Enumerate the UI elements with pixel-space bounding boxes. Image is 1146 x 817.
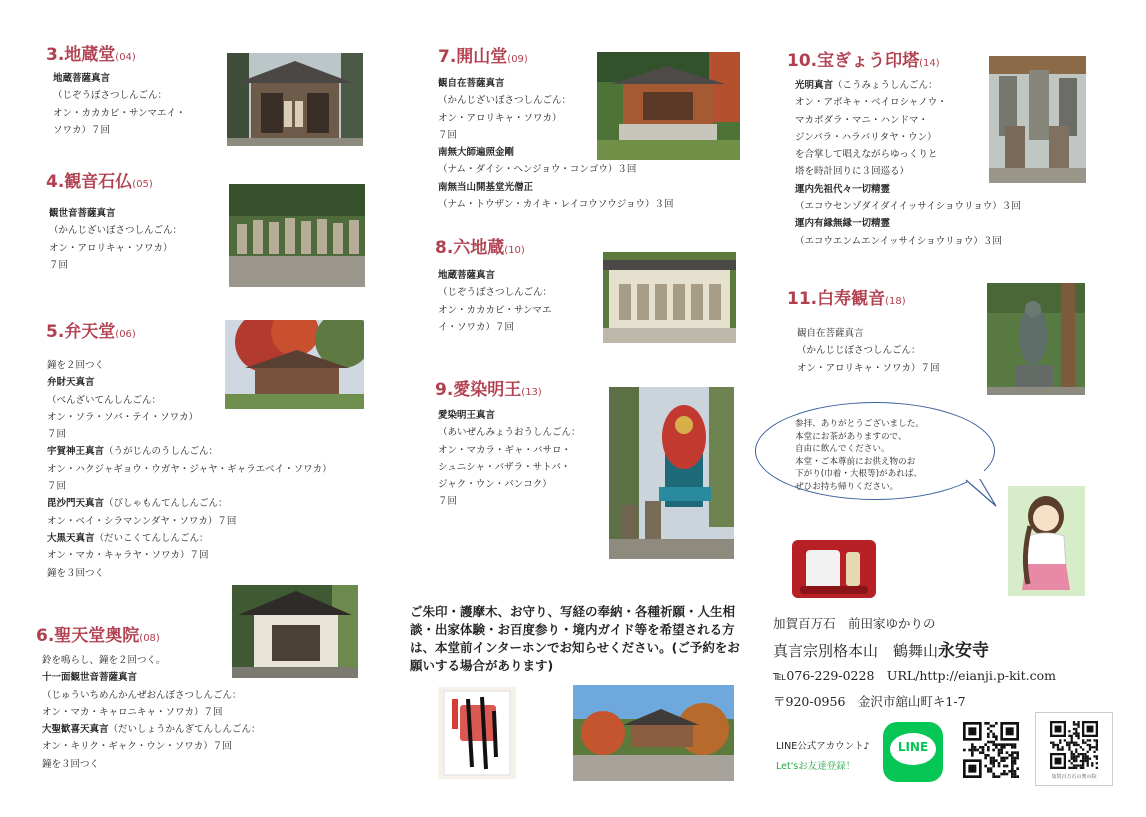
mantra-line: シュニシャ・バザラ・サトバ・ xyxy=(438,461,571,473)
line-friend-cta[interactable]: Let'sお友達登録！ xyxy=(776,761,856,772)
mantra-line: （じぞうぼさつしんごん： xyxy=(438,287,553,299)
shoten-okunoin-photo xyxy=(232,585,358,678)
mantra-line: ７回 xyxy=(47,429,67,441)
mantra-line: 毘沙門天真言（びしゃもんてんしんごん： xyxy=(47,498,228,510)
section-body-9 xyxy=(438,407,581,511)
mantra-line: オン・マカ・キャラヤ・ソワカ）７回 xyxy=(47,550,209,562)
section-title-7: 7.開山堂(09) xyxy=(438,47,528,67)
mantra-line: オン・ソラ・ソバ・テイ・ソワカ） xyxy=(47,411,199,423)
mantra-line: （かんじざいぼさつしんごん： xyxy=(49,225,183,237)
offering-photo xyxy=(792,540,876,598)
service-notice: ご朱印・護摩木、お守り、写経の奉納・各種祈願・人生相談・出家体験・お百度参り・境内ガイド等を希望される方は、本堂前インターホンでお知らせください。(ご予約をお願いする場合があります) xyxy=(410,604,740,673)
monk-illustration xyxy=(1008,486,1085,596)
contact-tel-url[interactable]: ℡076-229-0228 URL/http://eianji.p-kit.com xyxy=(773,668,1057,683)
mantra-line: オン・マカラ・ギャ・バサロ・ xyxy=(438,444,572,456)
mantra-line: オン・カカカビ・サンマエ xyxy=(438,304,552,316)
mantra-line: （べんざいてんしんごん： xyxy=(47,394,162,406)
mantra-line: （じぞうぼさつしんごん： xyxy=(53,90,168,102)
mantra-line: オン・アロリキャ・ソワカ）７回 xyxy=(797,362,940,374)
website-qr-code-icon[interactable] xyxy=(1050,721,1098,769)
line-logo-icon[interactable]: LINE xyxy=(883,722,943,782)
section-body-6 xyxy=(42,652,261,773)
contact-address: 〒920-0956 金沢市舘山町キ1-7 xyxy=(773,694,966,709)
mantra-line: オン・アロリキャ・ソワカ） xyxy=(49,242,173,254)
temple-name: 永安寺 xyxy=(938,641,990,661)
section-body-11 xyxy=(797,325,940,377)
mantra-line: ジンバラ・ハラバリタヤ・ウン） xyxy=(795,131,937,143)
hakuju-kannon-photo xyxy=(987,283,1085,395)
stone-kannon-photo xyxy=(229,184,365,287)
mantra-line: オン・アロリキャ・ソワカ） xyxy=(438,112,562,124)
mantra-line: 観自在菩薩真言 xyxy=(438,78,505,89)
mantra-line: 光明真言（こうみょうしんごん： xyxy=(795,80,938,91)
temple-sect: 真言宗別格本山 鶴舞山 xyxy=(773,642,939,660)
benten-hall-photo xyxy=(225,320,364,409)
section-body-8 xyxy=(438,267,552,336)
mantra-line: オン・アボキャ・ベイロシャノウ・ xyxy=(795,97,947,109)
goshuin-photo xyxy=(438,687,516,779)
mantra-line: （かんじざいぼさつしんごん： xyxy=(438,95,572,107)
mantra-line: （ナム・ダイシ・ヘンジョウ・コンゴウ）３回 xyxy=(438,164,637,176)
mantra-line: 塔を時計回りに３回巡る） xyxy=(795,166,910,178)
section-title-9: 9.愛染明王(13) xyxy=(435,380,542,400)
mantra-line: ７回 xyxy=(438,129,458,141)
mantra-line: 宇賀神王真言（うがじんのうしんごん： xyxy=(47,446,219,458)
section-title-5: 5.弁天堂(06) xyxy=(46,322,136,342)
mantra-line: ソワカ）７回 xyxy=(53,124,111,136)
mantra-line: 観世音菩薩真言 xyxy=(49,208,116,219)
mantra-line: 鐘を３回つく xyxy=(42,758,100,770)
section-title-6: 6.聖天堂奥院(08) xyxy=(36,626,160,646)
mantra-line: 運内先祖代々一切精霊 xyxy=(795,183,891,195)
bubble-tail-icon xyxy=(960,470,1000,510)
mantra-line: 観自在菩薩真言 xyxy=(797,328,864,339)
section-title-10: 10.宝ぎょう印塔(14) xyxy=(787,51,940,71)
line-account-label: LINE公式アカウント♪ xyxy=(776,741,870,752)
mantra-line: オン・キリク・ギャク・ウン・ソワカ）７回 xyxy=(42,741,232,753)
section-body-3 xyxy=(53,70,186,139)
jizo-hall-photo xyxy=(227,53,363,146)
mantra-line: オン・マカ・キャロニキャ・ソワカ）７回 xyxy=(42,706,223,718)
aizen-myoo-photo xyxy=(609,387,734,559)
mantra-line: （じゅういちめんかんぜおんぼさつしんごん： xyxy=(42,689,242,701)
mantra-line: 南無大師遍照金剛 xyxy=(438,147,515,159)
mantra-line: 愛染明王真言 xyxy=(438,410,496,421)
section-title-3: 3.地蔵堂(04) xyxy=(46,45,136,65)
mantra-line: （ナム・トウザン・カイキ・レイコウソウジョウ）３回 xyxy=(438,199,674,211)
qr-card xyxy=(1035,712,1113,786)
line-qr-code-icon[interactable] xyxy=(963,722,1019,778)
mantra-line: （あいぜんみょうおうしんごん： xyxy=(438,427,581,439)
mantra-line: 大聖歓喜天真言（だいしょうかんぎてんしんごん： xyxy=(42,724,261,736)
section-title-8: 8.六地蔵(10) xyxy=(435,238,525,258)
mantra-line: 大黒天真言（だいこくてんしんごん： xyxy=(47,532,209,544)
section-title-11: 11.白寿観音(18) xyxy=(787,289,906,309)
rokujizo-photo xyxy=(603,252,736,343)
temple-grounds-photo xyxy=(573,685,734,781)
mantra-line: ジャク・ウン・バンコク） xyxy=(438,479,552,491)
mantra-line: ７回 xyxy=(47,481,67,493)
mantra-line: オン・カカカビ・サンマエイ・ xyxy=(53,107,186,119)
mantra-line: オン・ハクジャギョウ・ウガヤ・ジャヤ・ギャラエベイ・ソワカ） xyxy=(47,463,332,475)
mantra-line: ７回 xyxy=(49,259,69,271)
mantra-line: オン・ベイ・シラマンンダヤ・ソワカ）７回 xyxy=(47,515,237,527)
mantra-line: （エコウエンムエンイッサイショウリョウ）３回 xyxy=(795,235,1002,247)
mantra-line: 鐘を２回つく xyxy=(47,360,105,371)
section-title-4: 4.観音石仏(05) xyxy=(46,172,153,192)
mantra-line: 地蔵菩薩真言 xyxy=(438,270,496,281)
contact-tagline: 加賀百万石 前田家ゆかりの xyxy=(773,616,936,631)
mantra-line: を合掌して唱えながらゆっくりと xyxy=(795,149,938,161)
mantra-line: 運内有縁無縁一切精霊 xyxy=(795,218,891,230)
mantra-line: 十一面観世音菩薩真言 xyxy=(42,672,138,684)
mantra-line: （エコウセンゾダイダイイッサイショウリョウ）３回 xyxy=(795,201,1021,213)
mantra-line: 鈴を鳴らし、鐘を２回つく。 xyxy=(42,655,166,666)
bubble-message: 参拝、ありがとうございました。 本堂にお茶がありますので、 自由に飲んでください。 本堂・ご本尊前にお供え物のお 下がり(巾着・大根等)があれば、 ぜひお持ち帰りください。 xyxy=(795,419,924,492)
mantra-line: ７回 xyxy=(438,496,458,508)
hokyointo-photo xyxy=(989,56,1086,183)
mantra-line: 地蔵菩薩真言 xyxy=(53,73,111,84)
temple-name-line xyxy=(773,636,989,661)
mantra-line: （かんじじぼさつしんごん： xyxy=(797,345,921,357)
mantra-line: マカボダラ・マニ・ハンドマ・ xyxy=(795,114,929,126)
mantra-line: 南無当山開基堂光僧正 xyxy=(438,181,534,193)
mantra-line: 鐘を３回つく xyxy=(47,567,105,579)
section-body-10 xyxy=(795,77,1021,250)
qr-caption: 加賀百万石の奥の院 xyxy=(1051,774,1097,780)
mantra-line: イ・ソワカ）７回 xyxy=(438,321,515,333)
mantra-line: 弁財天真言 xyxy=(47,377,95,389)
kaizan-hall-photo xyxy=(597,52,740,160)
section-body-4 xyxy=(49,205,182,274)
